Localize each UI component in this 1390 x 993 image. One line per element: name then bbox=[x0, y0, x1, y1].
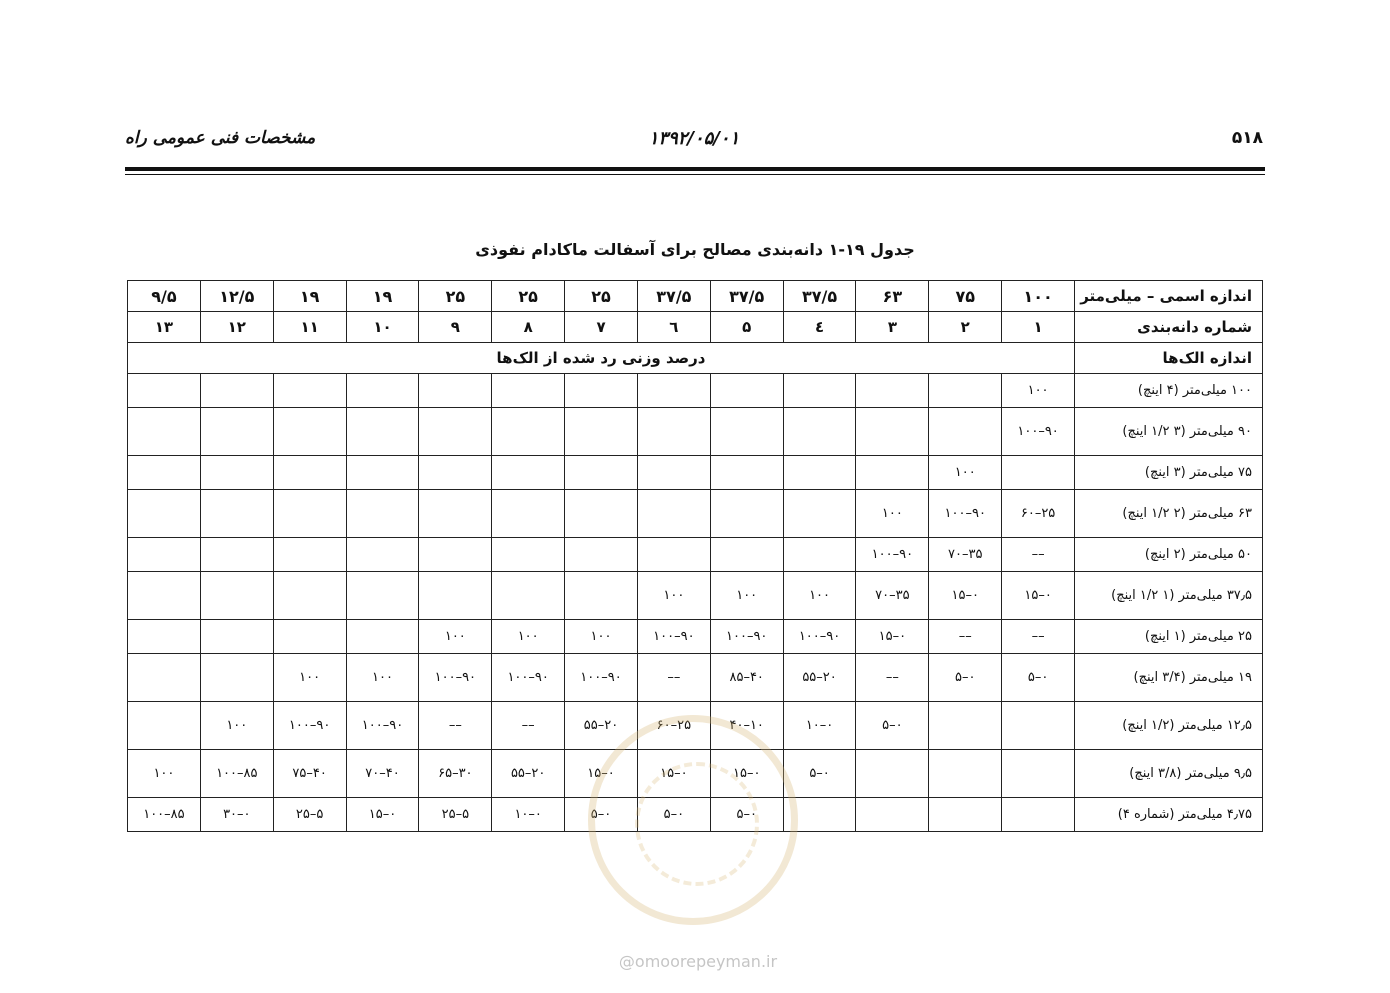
percent-value-cell bbox=[419, 538, 492, 572]
percent-value-cell: ۱۰۰ bbox=[929, 456, 1002, 490]
percent-value-cell: –– bbox=[1002, 620, 1075, 654]
percent-value-cell: ۰–۱۵ bbox=[856, 620, 929, 654]
percent-value-cell: ۹۰–۱۰۰ bbox=[565, 654, 638, 702]
percent-value-cell bbox=[273, 620, 346, 654]
percent-value-cell: ۸۵–۱۰۰ bbox=[200, 750, 273, 798]
percent-value-cell: ۰–۱۰ bbox=[783, 702, 856, 750]
sieve-header-row bbox=[128, 343, 1263, 374]
percent-value-cell bbox=[929, 408, 1002, 456]
nominal-size-cell: ۶۳ bbox=[856, 281, 929, 312]
percent-value-cell: ۲۰–۵۵ bbox=[783, 654, 856, 702]
percent-value-cell bbox=[273, 456, 346, 490]
percent-value-cell: ۰–۱۵ bbox=[710, 750, 783, 798]
grading-number-cell: ٦ bbox=[637, 312, 710, 343]
percent-value-cell: ۱۰۰ bbox=[710, 572, 783, 620]
percent-value-cell: ۴۰–۷۰ bbox=[346, 750, 419, 798]
percent-value-cell: ۰–۱۵ bbox=[929, 572, 1002, 620]
grading-number-cell: ۱۱ bbox=[273, 312, 346, 343]
percent-value-cell: ۰–۵ bbox=[565, 798, 638, 832]
percent-value-cell bbox=[565, 538, 638, 572]
percent-value-cell: ۳۵–۷۰ bbox=[856, 572, 929, 620]
percent-value-cell bbox=[1002, 798, 1075, 832]
nominal-size-cell: ۲۵ bbox=[565, 281, 638, 312]
document-title: مشخصات فنی عمومی راه bbox=[125, 128, 316, 148]
percent-value-cell bbox=[346, 538, 419, 572]
percent-value-cell: ۲۰–۵۵ bbox=[565, 702, 638, 750]
sieve-size-label: ۳۷٫۵ میلی‌متر (۱ ۱/۲ اینچ) bbox=[1075, 572, 1263, 620]
grading-number-cell: ۳ bbox=[856, 312, 929, 343]
percent-value-cell: ۹۰–۱۰۰ bbox=[783, 620, 856, 654]
percent-value-cell bbox=[200, 620, 273, 654]
percent-value-cell bbox=[856, 456, 929, 490]
percent-value-cell bbox=[856, 750, 929, 798]
table-row bbox=[128, 620, 1263, 654]
grading-number-cell: ۸ bbox=[492, 312, 565, 343]
percent-value-cell: ۱۰۰ bbox=[637, 572, 710, 620]
percent-value-cell bbox=[419, 408, 492, 456]
percent-value-cell: ۰–۵ bbox=[637, 798, 710, 832]
percent-value-cell bbox=[346, 374, 419, 408]
percent-value-cell bbox=[783, 538, 856, 572]
percent-value-cell: ۰–۱۵ bbox=[346, 798, 419, 832]
percent-value-cell bbox=[200, 572, 273, 620]
percent-value-cell: –– bbox=[1002, 538, 1075, 572]
percent-value-cell: ۱۰۰ bbox=[565, 620, 638, 654]
percent-value-cell bbox=[929, 750, 1002, 798]
percent-value-cell bbox=[565, 408, 638, 456]
percent-value-cell: ۹۰–۱۰۰ bbox=[1002, 408, 1075, 456]
percent-value-cell: –– bbox=[419, 702, 492, 750]
sieve-size-label: ۹۰ میلی‌متر (۳ ۱/۲ اینچ) bbox=[1075, 408, 1263, 456]
grading-number-cell: ۱۰ bbox=[346, 312, 419, 343]
percent-value-cell bbox=[419, 456, 492, 490]
percent-value-cell: ۹۰–۱۰۰ bbox=[637, 620, 710, 654]
nominal-size-cell: ۳۷/۵ bbox=[783, 281, 856, 312]
grading-number-cell: ٤ bbox=[783, 312, 856, 343]
percent-value-cell bbox=[856, 374, 929, 408]
percent-value-cell bbox=[637, 490, 710, 538]
table-row bbox=[128, 798, 1263, 832]
percent-value-cell bbox=[492, 374, 565, 408]
percent-value-cell bbox=[783, 456, 856, 490]
percent-value-cell bbox=[710, 374, 783, 408]
sieve-size-label: ۹٫۵ میلی‌متر (۳/۸ اینچ) bbox=[1075, 750, 1263, 798]
percent-value-cell: ۵–۲۵ bbox=[419, 798, 492, 832]
percent-value-cell bbox=[492, 538, 565, 572]
percent-value-cell bbox=[783, 798, 856, 832]
percent-value-cell bbox=[273, 572, 346, 620]
table-row bbox=[128, 654, 1263, 702]
percent-value-cell: –– bbox=[929, 620, 1002, 654]
table-row bbox=[128, 702, 1263, 750]
percent-value-cell bbox=[273, 490, 346, 538]
nominal-size-cell: ۱۲/۵ bbox=[200, 281, 273, 312]
percent-value-cell bbox=[856, 408, 929, 456]
percent-value-cell bbox=[128, 374, 201, 408]
percent-value-cell: ۱۰–۴۰ bbox=[710, 702, 783, 750]
percent-value-cell bbox=[128, 408, 201, 456]
percent-value-cell bbox=[419, 374, 492, 408]
percent-value-cell bbox=[346, 572, 419, 620]
percent-value-cell bbox=[637, 408, 710, 456]
percent-value-cell bbox=[637, 456, 710, 490]
percent-value-cell: ۰–۱۰ bbox=[492, 798, 565, 832]
percent-value-cell bbox=[273, 408, 346, 456]
percent-value-cell bbox=[565, 572, 638, 620]
grading-number-cell: ۹ bbox=[419, 312, 492, 343]
percent-value-cell bbox=[200, 456, 273, 490]
percent-value-cell: ۰–۱۵ bbox=[1002, 572, 1075, 620]
percent-value-cell bbox=[200, 374, 273, 408]
percent-value-cell bbox=[128, 490, 201, 538]
percent-value-cell bbox=[856, 798, 929, 832]
percent-value-cell: ۹۰–۱۰۰ bbox=[710, 620, 783, 654]
percent-value-cell bbox=[929, 374, 1002, 408]
percent-value-cell bbox=[200, 490, 273, 538]
percent-value-cell bbox=[128, 702, 201, 750]
percent-value-cell: ۰–۱۵ bbox=[565, 750, 638, 798]
percent-value-cell bbox=[128, 538, 201, 572]
sieve-size-label: ۴٫۷۵ میلی‌متر (شماره ۴) bbox=[1075, 798, 1263, 832]
nominal-size-cell: ۲۵ bbox=[419, 281, 492, 312]
percent-value-cell bbox=[710, 408, 783, 456]
sieve-size-label: ۱۹ میلی‌متر (۳/۴ اینچ) bbox=[1075, 654, 1263, 702]
percent-value-cell: ۰–۱۵ bbox=[637, 750, 710, 798]
percent-value-cell: –– bbox=[856, 654, 929, 702]
percent-value-cell: ۰–۵ bbox=[710, 798, 783, 832]
percent-value-cell bbox=[783, 374, 856, 408]
nominal-size-cell: ۳۷/۵ bbox=[637, 281, 710, 312]
percent-value-cell bbox=[637, 538, 710, 572]
percent-value-cell bbox=[637, 374, 710, 408]
percent-value-cell: ۱۰۰ bbox=[128, 750, 201, 798]
percent-value-cell bbox=[929, 702, 1002, 750]
percent-value-cell: ۹۰–۱۰۰ bbox=[273, 702, 346, 750]
nominal-size-cell: ۳۷/۵ bbox=[710, 281, 783, 312]
percent-value-cell bbox=[128, 620, 201, 654]
sieve-size-label: ۱۰۰ میلی‌متر (۴ اینچ) bbox=[1075, 374, 1263, 408]
grading-number-cell: ۱۲ bbox=[200, 312, 273, 343]
percent-value-cell bbox=[710, 456, 783, 490]
percent-value-cell bbox=[273, 538, 346, 572]
percent-value-cell: ۰–۵ bbox=[1002, 654, 1075, 702]
gradation-table bbox=[127, 280, 1263, 832]
percent-value-cell bbox=[565, 456, 638, 490]
header-rule-thin bbox=[125, 174, 1265, 175]
percent-value-cell: ۰–۵ bbox=[856, 702, 929, 750]
percent-value-cell: ۱۰۰ bbox=[273, 654, 346, 702]
size-header-label: اندازه اسمی – میلی‌متر bbox=[1075, 281, 1263, 312]
grading-number-cell: ۱ bbox=[1002, 312, 1075, 343]
percent-value-cell: ۱۰۰ bbox=[856, 490, 929, 538]
table-row bbox=[128, 490, 1263, 538]
sieve-size-label: ۵۰ میلی‌متر (۲ اینچ) bbox=[1075, 538, 1263, 572]
nominal-size-cell: ۹/۵ bbox=[128, 281, 201, 312]
percent-value-cell bbox=[128, 654, 201, 702]
percent-value-cell bbox=[419, 490, 492, 538]
percent-value-cell: ۳۵–۷۰ bbox=[929, 538, 1002, 572]
nominal-size-cell: ۷۵ bbox=[929, 281, 1002, 312]
table-row bbox=[128, 750, 1263, 798]
percent-value-cell bbox=[565, 490, 638, 538]
percent-value-cell: ۲۵–۶۰ bbox=[637, 702, 710, 750]
percent-value-cell bbox=[128, 572, 201, 620]
percent-value-cell bbox=[419, 572, 492, 620]
percent-value-cell bbox=[783, 490, 856, 538]
nominal-size-cell: ۲۵ bbox=[492, 281, 565, 312]
sieve-size-label: ۱۲٫۵ میلی‌متر (۱/۲ اینچ) bbox=[1075, 702, 1263, 750]
grading-number-cell: ۲ bbox=[929, 312, 1002, 343]
sieve-size-label: ۶۳ میلی‌متر (۲ ۱/۲ اینچ) bbox=[1075, 490, 1263, 538]
percent-value-cell bbox=[492, 408, 565, 456]
percent-value-cell bbox=[346, 490, 419, 538]
percent-value-cell: ۵–۲۵ bbox=[273, 798, 346, 832]
nominal-size-cell: ۱۹ bbox=[346, 281, 419, 312]
table-row bbox=[128, 456, 1263, 490]
percent-value-cell: ۰–۵ bbox=[929, 654, 1002, 702]
percent-value-cell bbox=[273, 374, 346, 408]
percent-value-cell bbox=[783, 408, 856, 456]
percent-value-cell: ۸۵–۱۰۰ bbox=[128, 798, 201, 832]
grading-header-label: شماره دانه‌بندی bbox=[1075, 312, 1263, 343]
percent-value-cell: ۱۰۰ bbox=[419, 620, 492, 654]
page-header bbox=[125, 128, 1263, 154]
header-rule-thick bbox=[125, 167, 1265, 171]
percent-value-cell: –– bbox=[637, 654, 710, 702]
percent-value-cell bbox=[346, 456, 419, 490]
percent-value-cell: ۱۰۰ bbox=[200, 702, 273, 750]
sieve-size-label: ۷۵ میلی‌متر (۳ اینچ) bbox=[1075, 456, 1263, 490]
percent-value-cell: ۰–۳۰ bbox=[200, 798, 273, 832]
percent-value-cell bbox=[1002, 750, 1075, 798]
percent-value-cell bbox=[492, 490, 565, 538]
percent-value-cell bbox=[200, 538, 273, 572]
percent-value-cell bbox=[128, 456, 201, 490]
percent-value-cell: ۲۰–۵۵ bbox=[492, 750, 565, 798]
grading-number-cell: ۱۳ bbox=[128, 312, 201, 343]
percent-value-cell bbox=[492, 572, 565, 620]
percent-value-cell: ۰–۵ bbox=[783, 750, 856, 798]
document-date: ۱۳۹۲/۰۵/۰۱ bbox=[648, 128, 740, 149]
percent-value-cell bbox=[565, 374, 638, 408]
percent-value-cell: ۲۵–۶۰ bbox=[1002, 490, 1075, 538]
percent-value-cell: ۹۰–۱۰۰ bbox=[419, 654, 492, 702]
percent-value-cell bbox=[929, 798, 1002, 832]
table-row bbox=[128, 374, 1263, 408]
percent-value-cell: ۴۰–۸۵ bbox=[710, 654, 783, 702]
percent-value-cell bbox=[1002, 456, 1075, 490]
percent-value-cell bbox=[346, 620, 419, 654]
percent-value-cell bbox=[346, 408, 419, 456]
percent-value-cell: ۳۰–۶۵ bbox=[419, 750, 492, 798]
percent-value-cell bbox=[710, 538, 783, 572]
nominal-size-cell: ۱۹ bbox=[273, 281, 346, 312]
table-row bbox=[128, 408, 1263, 456]
percent-value-cell: ۹۰–۱۰۰ bbox=[929, 490, 1002, 538]
percent-value-cell: ۱۰۰ bbox=[783, 572, 856, 620]
sieve-header-label: اندازه الک‌ها bbox=[1075, 343, 1263, 374]
sieve-size-label: ۲۵ میلی‌متر (۱ اینچ) bbox=[1075, 620, 1263, 654]
grading-number-cell: ۷ bbox=[565, 312, 638, 343]
page-number: ۵۱۸ bbox=[1231, 128, 1263, 148]
size-header-row bbox=[128, 281, 1263, 312]
grading-number-cell: ۵ bbox=[710, 312, 783, 343]
table-row bbox=[128, 538, 1263, 572]
percent-value-cell bbox=[1002, 702, 1075, 750]
watermark-text: @omoorepeyman.ir bbox=[618, 952, 778, 971]
percent-passing-label: درصد وزنی رد شده از الک‌ها bbox=[128, 343, 1075, 374]
percent-value-cell bbox=[200, 408, 273, 456]
percent-value-cell bbox=[492, 456, 565, 490]
percent-value-cell: ۱۰۰ bbox=[492, 620, 565, 654]
nominal-size-cell: ۱۰۰ bbox=[1002, 281, 1075, 312]
table-row bbox=[128, 572, 1263, 620]
percent-value-cell: ۴۰–۷۵ bbox=[273, 750, 346, 798]
percent-value-cell bbox=[710, 490, 783, 538]
percent-value-cell: –– bbox=[492, 702, 565, 750]
percent-value-cell: ۱۰۰ bbox=[1002, 374, 1075, 408]
percent-value-cell: ۹۰–۱۰۰ bbox=[856, 538, 929, 572]
percent-value-cell: ۱۰۰ bbox=[346, 654, 419, 702]
percent-value-cell bbox=[200, 654, 273, 702]
percent-value-cell: ۹۰–۱۰۰ bbox=[346, 702, 419, 750]
table-caption: جدول ۱۹-۱ دانه‌بندی مصالح برای آسفالت ماکادام نفوذی bbox=[475, 240, 915, 259]
percent-value-cell: ۹۰–۱۰۰ bbox=[492, 654, 565, 702]
grading-number-row bbox=[128, 312, 1263, 343]
